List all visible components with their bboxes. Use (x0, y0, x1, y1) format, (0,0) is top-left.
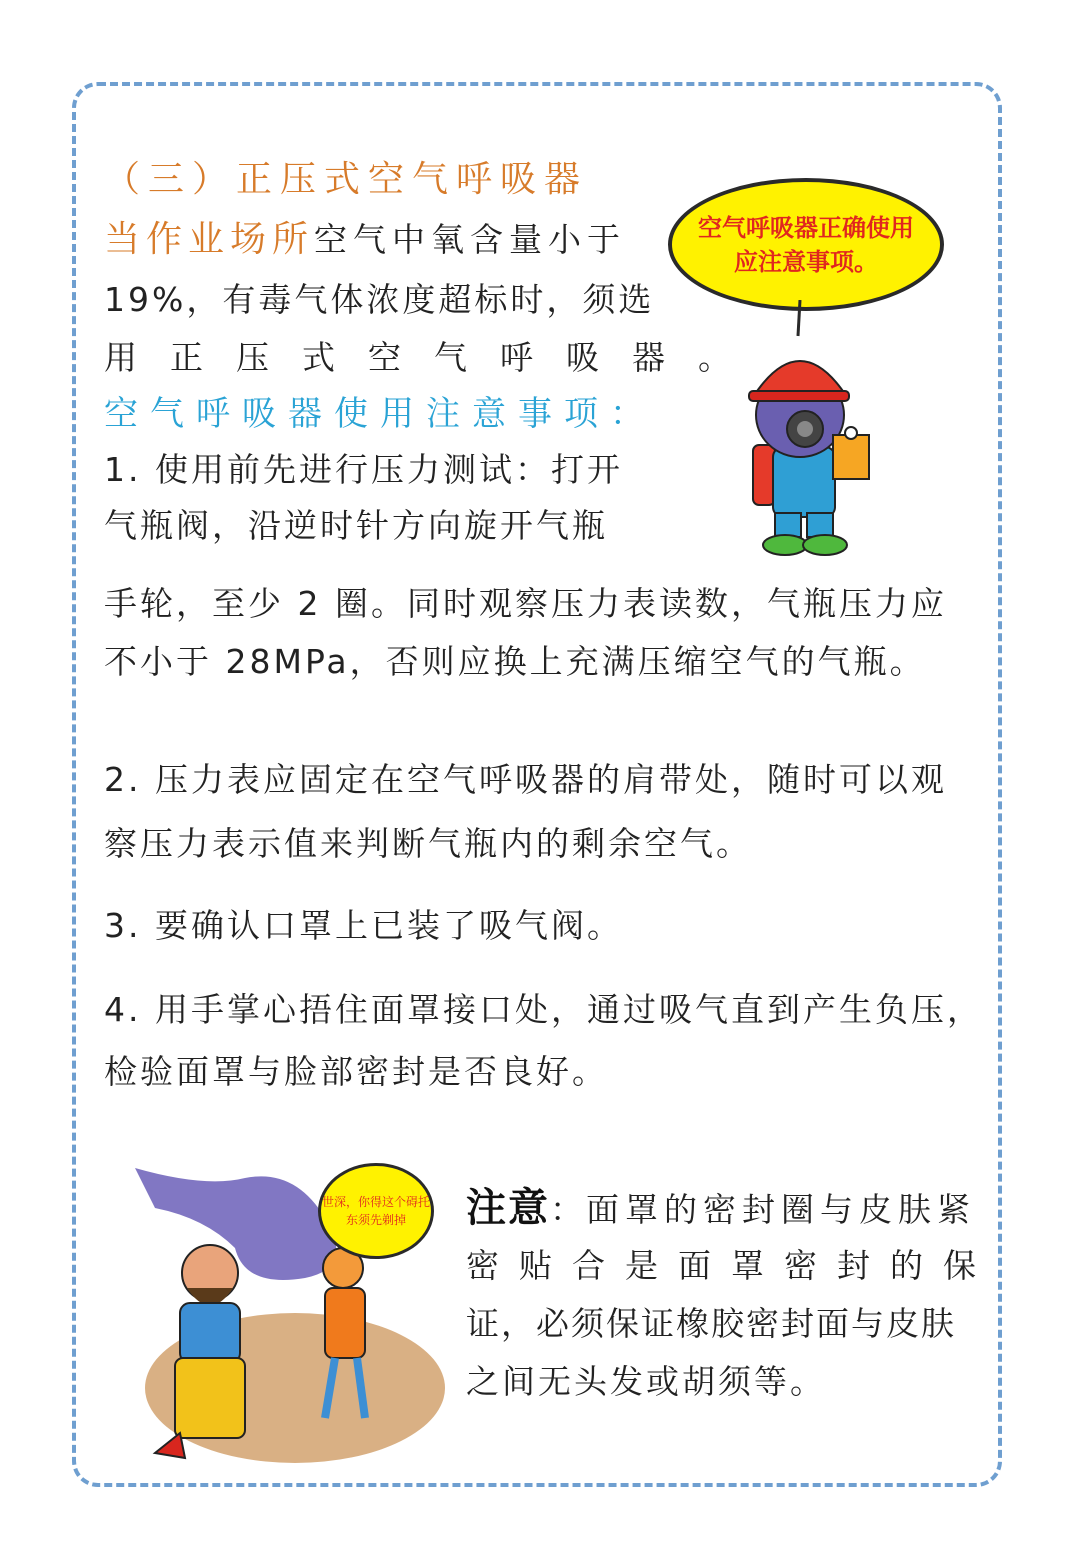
intro-line-3: 用正压式空气呼吸器。 (104, 338, 764, 377)
step-1-line-2: 气瓶阀，沿逆时针方向旋开气瓶 (104, 506, 608, 545)
step-1-line-4: 不小于 28MPa，否则应换上充满压缩空气的气瓶。 (104, 642, 926, 681)
intro-line-2: 19%，有毒气体浓度超标时，须选 (104, 280, 655, 319)
cartoon-speech-bubble (318, 1163, 434, 1259)
intro-line-1-rest: 空气中氧含量小于 (314, 220, 627, 259)
step-2-line-2: 察压力表示值来判断气瓶内的剩余空气。 (104, 824, 752, 863)
notice-line-1 (466, 1180, 976, 1238)
step-1-line-1: 1. 使用前先进行压力测试：打开 (104, 450, 623, 489)
step-4-line-2: 检验面罩与脸部密封是否良好。 (104, 1052, 608, 1091)
notice-colon: ： (550, 1190, 586, 1229)
bubble-tail-icon (790, 300, 810, 340)
step-2-line-1: 2. 压力表应固定在空气呼吸器的肩带处，随时可以观 (104, 760, 947, 799)
cartoon-bubble-line-2: 东须先剃掉 (345, 1213, 406, 1227)
intro-lead: 当作业场所 (104, 219, 315, 260)
speech-bubble-line-1: 空气呼吸器正确使用 (698, 213, 914, 242)
intro-line-1 (104, 212, 626, 268)
step-1-line-3: 手轮，至少 2 圈。同时观察压力表读数，气瓶压力应 (104, 584, 947, 623)
step-4-line-1: 4. 用手掌心捂住面罩接口处，通过吸气直到产生负压， (104, 990, 983, 1029)
page-heading: （三）正压式空气呼吸器 (104, 159, 589, 200)
speech-bubble (668, 178, 944, 311)
speech-bubble-line-2: 应注意事项。 (734, 247, 878, 276)
notice-line-2: 密贴合是面罩密封的保 (466, 1246, 996, 1285)
step-3-line-1: 3. 要确认口罩上已装了吸气阀。 (104, 906, 623, 945)
notice-label: 注意 (466, 1185, 550, 1231)
subheading: 空气呼吸器使用注意事项： (104, 394, 656, 434)
cartoon-bubble-line-1: 世深，你得这个碍托 (321, 1195, 430, 1209)
notice-line-3: 证，必须保证橡胶密封面与皮肤 (466, 1304, 956, 1343)
worker-illustration-icon (745, 335, 885, 565)
notice-line-4: 之间无头发或胡须等。 (466, 1362, 826, 1401)
notice-text-1: 面罩的密封圈与皮肤紧 (586, 1190, 976, 1229)
